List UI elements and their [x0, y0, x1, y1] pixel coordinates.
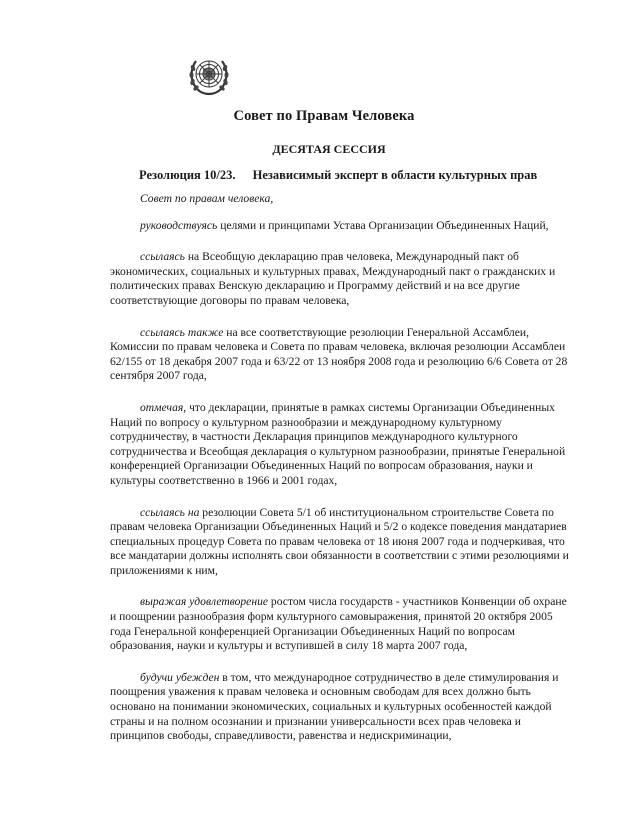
- paragraph-recalling: [110, 250, 572, 308]
- paragraph-recalling-council-resolutions: [110, 506, 572, 579]
- paragraph-convinced: [110, 671, 572, 744]
- paragraph-text: в том, что международное сотрудничество в деле стимулирования и поощрения уважения к правам человека и основным свободам для всех должно быть основано на понимании экономических, социальных и культурных особенностей каждой страны и на полном осознании и признании универсальности всех прав человека и принципов свободы, справедливости, равенства и недискриминации,: [110, 670, 559, 743]
- paragraph-lead: ссылаясь на: [140, 505, 200, 519]
- paragraph-lead: Совет по правам человека,: [140, 192, 274, 205]
- paragraph-guided-by: [110, 219, 572, 234]
- paragraph-lead: ссылаясь также: [140, 325, 224, 339]
- paragraph-noting: [110, 401, 572, 489]
- paragraph-text: на Всеобщую декларацию прав человека, Международный пакт об экономических, социальных и культурных правах, Международный пакт о гражданских и политических правах Венскую декларацию и Программу действий и на все другие соответствующие договоры по правам человека,: [110, 250, 556, 307]
- resolution-title: Независимый эксперт в области культурных прав: [252, 168, 538, 182]
- paragraph-welcoming: [110, 595, 572, 653]
- paragraph-lead: выражая удовлетворение: [140, 595, 269, 609]
- resolution-number: Резолюция 10/23.: [139, 168, 236, 182]
- paragraph-text: , что декларации, принятые в рамках системы Организации Объединенных Наций по вопросу о культурном разнообразии и международному культурному сотрудничеству, в частности Декларация принципов международного культурного сотрудничества и Всеобщая декларация о культурном разнообразии, принятые Генеральной конференцией Организации Объединенных Наций по вопросам образования, науки и культуры соответственно в 1966 и 2001 годах,: [110, 400, 566, 487]
- paragraph-recalling-also: [110, 326, 572, 384]
- document-title: Совет по Правам Человека: [233, 108, 415, 124]
- paragraph-text: ростом числа государств - участников Конвенции об охране и поощрении разнообразия форм культурного самовыражения, принятой 20 октября 2005 года Генеральной конференцией Организации Объединенных Наций по вопросам образования, науки и культуры и вступившей в силу 18 марта 2007 года,: [110, 595, 567, 653]
- un-emblem-icon: [187, 53, 231, 97]
- resolution-heading: [139, 168, 537, 183]
- document-body: [110, 192, 572, 761]
- paragraph-preamble-subject: [110, 192, 572, 207]
- paragraph-lead: отмечая: [140, 400, 184, 414]
- paragraph-lead: ссылаясь: [140, 250, 185, 264]
- session-heading: ДЕСЯТАЯ СЕССИЯ: [272, 142, 386, 156]
- paragraph-lead: будучи убежден: [140, 670, 220, 684]
- paragraph-lead: руководствуясь: [140, 218, 218, 232]
- paragraph-text: целями и принципами Устава Организации Объединенных Наций,: [217, 218, 549, 232]
- paragraph-text: на все соответствующие резолюции Генеральной Ассамблеи, Комиссии по правам человека и Совета по правам человека, включая резолюции Ассамблеи 62/155 от 18 декабря 2007 года и 63/22 от 13 ноября 2008 года и резолюцию 6/6 Совета от 28 сентября 2007 года,: [110, 325, 568, 383]
- paragraph-text: резолюции Совета 5/1 об институциональном строительстве Совета по правам человека Организации Объединенных Наций и 5/2 о кодексе поведения мандатариев специальных процедур Совета по правам человека от 18 июня 2007 года и подчеркивая, что все мандатарии должны исполнять свои обязанности в соответствии с этими резолюциями и приложениями к ним,: [110, 505, 569, 577]
